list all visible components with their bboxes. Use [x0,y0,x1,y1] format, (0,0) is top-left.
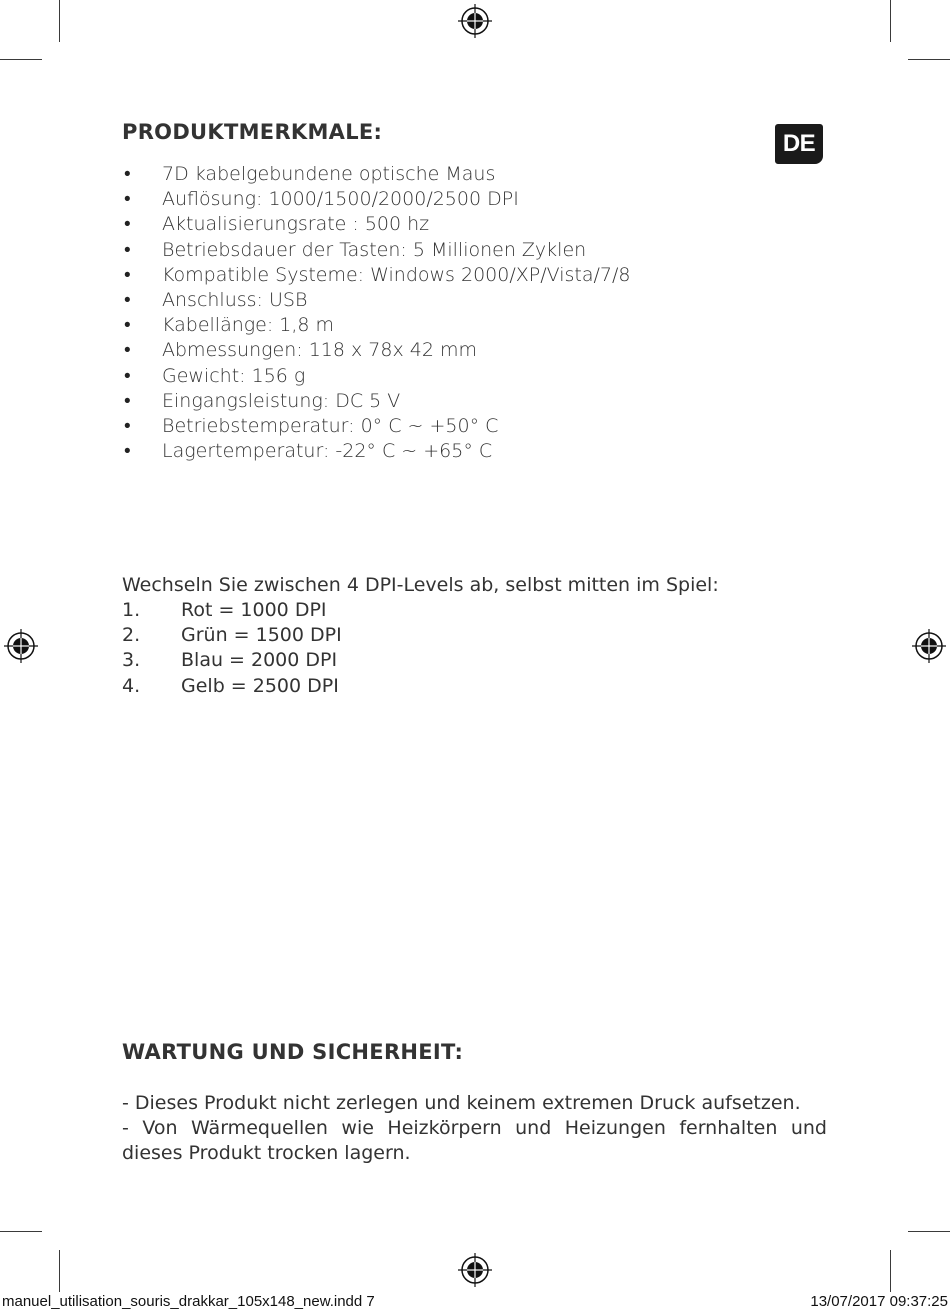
dpi-level-item [122,623,342,648]
dpi-level-number: 1. [122,599,141,621]
list-item: • Kabellänge: 1,8 m [122,313,630,338]
dpi-intro: Wechseln Sie zwischen 4 DPI-Levels ab, selbst mitten im Spiel: [122,574,719,596]
list-item: • Betriebstemperatur: 0° C ~ +50° C [122,414,630,439]
dpi-level-item [122,648,342,673]
dpi-level-item [122,598,342,623]
list-item: • 7D kabelgebundene optische Maus [122,162,630,187]
registration-mark-top-icon [458,4,492,38]
dpi-levels-list [122,598,342,699]
dpi-level-text: Blau = 2000 DPI [181,649,338,672]
list-item: • Auflösung: 1000/1500/2000/2500 DPI [122,187,630,212]
dpi-level-item [122,674,342,699]
crop-mark-top-left [59,0,60,42]
print-slug-filename: manuel_utilisation_souris_drakkar_105x148_new.indd 7 [2,1293,375,1310]
dpi-level-text: Grün = 1500 DPI [181,624,342,647]
registration-mark-right-icon [912,629,946,663]
language-badge: DE [775,124,823,164]
list-item: • Aktualisierungsrate : 500 hz [122,212,630,237]
list-item: • Lagertemperatur: -22° C ~ +65° C [122,439,630,464]
registration-mark-bottom-icon [458,1253,492,1287]
crop-mark-bottom-right [890,1250,891,1292]
list-item: • Eingangsleistung: DC 5 V [122,389,630,414]
list-item: • Gewicht: 156 g [122,364,630,389]
list-item: • Abmessungen: 118 x 78x 42 mm [122,338,630,363]
dpi-level-number: 4. [122,674,141,697]
registration-mark-left-icon [4,629,38,663]
dpi-level-text: Rot = 1000 DPI [181,599,327,621]
maintenance-paragraph: - Dieses Produkt nicht zerlegen und keinem extremen Druck aufsetzen. [122,1092,801,1114]
dpi-level-number: 2. [122,624,141,647]
maintenance-heading: WARTUNG UND SICHERHEIT: [122,1040,464,1064]
crop-mark-bottom-left [59,1250,60,1292]
list-item: • Betriebsdauer der Tasten: 5 Millionen Zyklen [122,238,630,263]
print-slug-timestamp: 13/07/2017 09:37:25 [810,1293,948,1310]
crop-mark-bottom-right-h [908,1231,950,1232]
features-list [122,162,630,464]
crop-mark-top-left-h [0,59,42,60]
crop-mark-bottom-left-h [0,1231,42,1232]
list-item: • Kompatible Systeme: Windows 2000/XP/Vista/7/8 [122,263,630,288]
crop-mark-top-right-h [908,59,950,60]
maintenance-text [122,1091,827,1167]
dpi-level-text: Gelb = 2500 DPI [181,674,339,697]
list-item: • Anschluss: USB [122,288,630,313]
dpi-level-number: 3. [122,649,141,672]
crop-mark-top-right [890,0,891,42]
maintenance-paragraph: - Von Wärmequellen wie Heizkörpern und Heizungen fernhalten und dieses Produkt trocken lagern. [122,1117,827,1165]
features-heading: PRODUKTMERKMALE: [122,120,383,144]
